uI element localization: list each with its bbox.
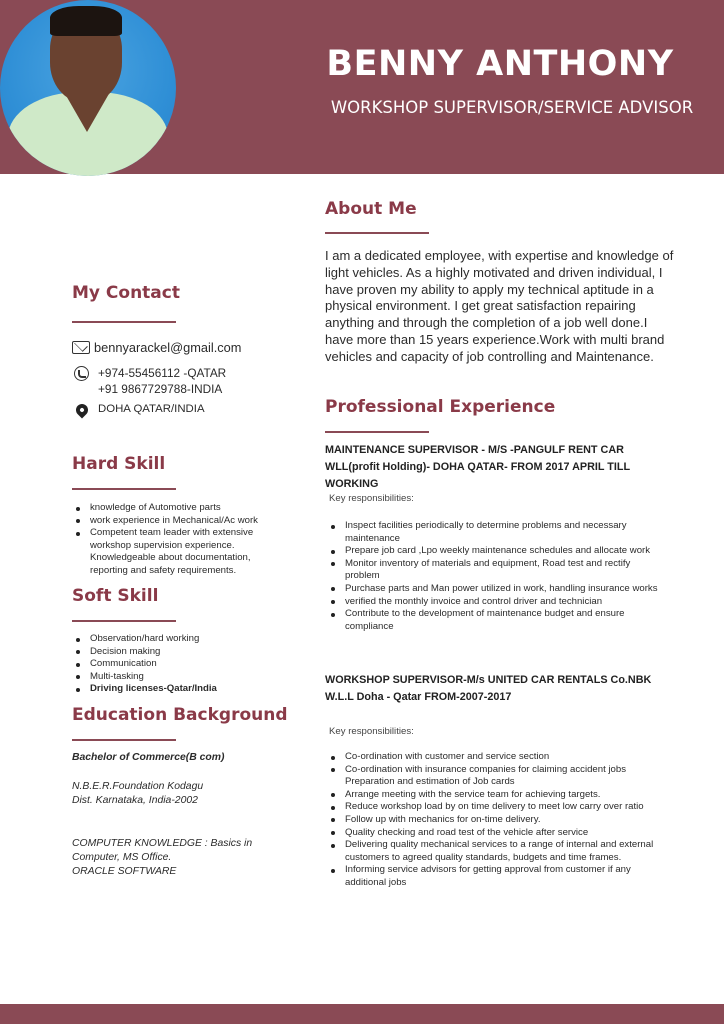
- soft-skill-title: Soft Skill: [72, 586, 159, 606]
- job-2-responsibility: Quality checking and road test of the vehicle after service: [327, 827, 665, 840]
- contact-phone-row: [72, 366, 226, 397]
- job-1-responsibility: Contribute to the development of maintenance budget and ensure compliance: [327, 608, 665, 633]
- job-2-responsibility: Informing service advisors for getting approval from customer if any additional jobs: [327, 864, 665, 889]
- computer-knowledge-line-2: Computer, MS Office.: [72, 852, 172, 863]
- soft-skill-rule: [72, 620, 176, 622]
- job-2-responsibility: Reduce workshop load by on time delivery to meet low carry over ratio: [327, 801, 665, 814]
- contact-phone-india: +91 9867729788-INDIA: [98, 381, 223, 396]
- hard-skill-list: [72, 502, 290, 578]
- experience-rule: [325, 431, 429, 433]
- soft-skill-item: Driving licenses-Qatar/India: [72, 683, 290, 696]
- job-2-responsibilities-label: Key responsibilities:: [329, 726, 414, 737]
- job-2-responsibility: Co-ordination with customer and service section: [327, 751, 665, 764]
- phone-icon: [74, 366, 89, 381]
- soft-skill-item: Decision making: [72, 646, 290, 659]
- soft-skill-item: Communication: [72, 658, 290, 671]
- mail-icon: [72, 341, 90, 354]
- job-1-responsibility: Purchase parts and Man power utilized in work, handling insurance works: [327, 583, 665, 596]
- job-2-responsibility: Co-ordination with insurance companies for claiming accident jobs Preparation and estimation of Job cards: [327, 764, 665, 789]
- about-rule: [325, 232, 429, 234]
- computer-knowledge-line-3: ORACLE SOFTWARE: [72, 866, 177, 877]
- about-title: About Me: [325, 199, 417, 219]
- soft-skill-list: [72, 633, 290, 696]
- job-2-responsibilities: [327, 751, 665, 890]
- job-1-title: MAINTENANCE SUPERVISOR - M/S -PANGULF RENT CAR WLL(profit Holding)- DOHA QATAR- FROM 2017 APRIL TILL WORKING: [325, 444, 630, 490]
- contact-email-row: [72, 340, 241, 355]
- candidate-role: WORKSHOP SUPERVISOR/SERVICE ADVISOR: [330, 98, 694, 117]
- about-text: I am a dedicated employee, with expertise and knowledge of light vehicles. As a highly motivated and driven individual, I have proven my ability to apply my technical aptitude in a physical environment. I get great satisfaction repairing anything and through the completion of a job well done.I have more than 15 years experience.Work with multi brand vehicles and capacity of job controlling and Maintenance.: [325, 248, 674, 364]
- profile-photo: [0, 0, 176, 176]
- hard-skill-title: Hard Skill: [72, 454, 166, 474]
- education-school-location: Dist. Karnataka, India-2002: [72, 795, 198, 806]
- education-rule: [72, 739, 176, 741]
- job-2-responsibility: Follow up with mechanics for on-time delivery.: [327, 814, 665, 827]
- education-degree: Bachelor of Commerce(B com): [72, 752, 225, 763]
- location-pin-icon: [74, 402, 91, 419]
- computer-knowledge-line-1: COMPUTER KNOWLEDGE : Basics in: [72, 838, 253, 849]
- contact-email[interactable]: bennyarackel@gmail.com: [94, 340, 242, 355]
- soft-skill-item: Multi-tasking: [72, 671, 290, 684]
- contact-location-row: [72, 403, 205, 416]
- hard-skill-rule: [72, 488, 176, 490]
- job-1-responsibilities-label: Key responsibilities:: [329, 493, 414, 504]
- contact-location: DOHA QATAR/INDIA: [98, 403, 205, 415]
- soft-skill-item: Observation/hard working: [72, 633, 290, 646]
- hard-skill-item: knowledge of Automotive parts: [72, 502, 290, 515]
- job-2-responsibility: Arrange meeting with the service team for achieving targets.: [327, 789, 665, 802]
- education-title: Education Background: [72, 705, 288, 725]
- photo-hair: [50, 6, 122, 36]
- education-school-name: N.B.E.R.Foundation Kodagu: [72, 781, 204, 792]
- candidate-name: BENNY ANTHONY: [326, 44, 674, 84]
- job-2-responsibility: Delivering quality mechanical services to a range of internal and external customers to agreed quality standards, budgets and time frames.: [327, 839, 665, 864]
- contact-rule: [72, 321, 176, 323]
- job-1-responsibility: Monitor inventory of materials and equipment, Road test and rectify problem: [327, 558, 665, 583]
- job-2-title: WORKSHOP SUPERVISOR-M/s UNITED CAR RENTALS Co.NBK W.L.L Doha - Qatar FROM-2007-2017: [325, 674, 652, 703]
- hard-skill-item: Competent team leader with extensive workshop supervision experience. Knowledgeable about documentation, reporting and safety requirements.: [72, 527, 290, 577]
- contact-phone-qatar: +974-55456112 -QATAR: [98, 366, 227, 380]
- job-1-responsibility: Prepare job card ,Lpo weekly maintenance schedules and allocate work: [327, 545, 665, 558]
- job-1-responsibilities: [327, 520, 665, 633]
- contact-title: My Contact: [72, 283, 180, 303]
- experience-title: Professional Experience: [325, 397, 556, 417]
- job-1-responsibility: verified the monthly invoice and control driver and technician: [327, 596, 665, 609]
- footer-band: [0, 1004, 724, 1024]
- job-1-responsibility: Inspect facilities periodically to determine problems and necessary maintenance: [327, 520, 665, 545]
- hard-skill-item: work experience in Mechanical/Ac work: [72, 515, 290, 528]
